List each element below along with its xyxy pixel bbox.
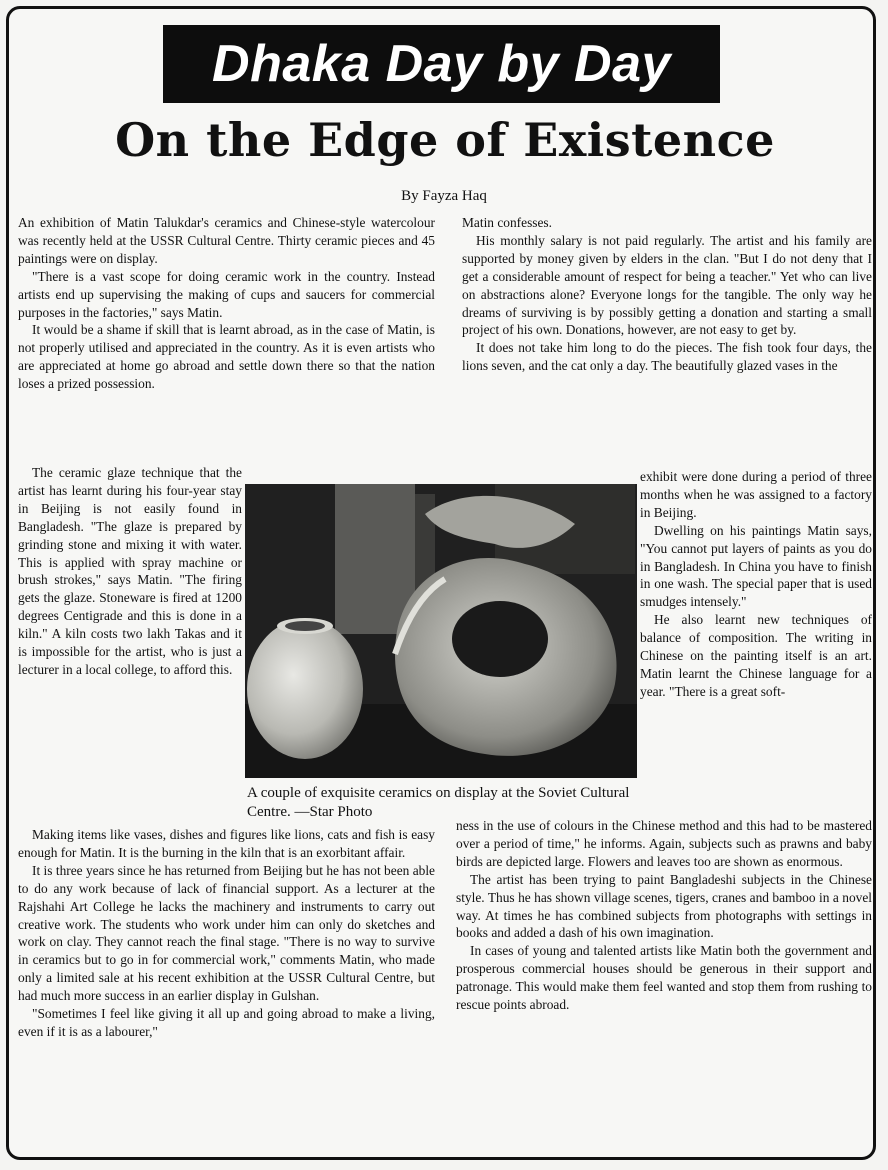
- column-left-top: [18, 214, 435, 393]
- column-right-top: [462, 214, 872, 375]
- paragraph: An exhibition of Matin Talukdar's ceramics and Chinese-style watercolour was recently held at the USSR Cultural Centre. Thirty ceramic pieces and 45 paintings were on display.: [18, 215, 435, 266]
- photo-caption: A couple of exquisite ceramics on display at the Soviet Cultural Centre. —Star Photo: [247, 785, 630, 820]
- paragraph: In cases of young and talented artists like Matin both the government and prosperous commercial houses should be generous in their support and patronage. This would make them feel wanted and stop them from rushing to rescue points abroad.: [456, 943, 872, 1013]
- ceramics-image: [245, 484, 637, 778]
- paragraph: Matin confesses.: [462, 215, 552, 230]
- column-left-wrap: [18, 464, 242, 679]
- column-left-bottom: [18, 826, 435, 1041]
- paragraph: "There is a vast scope for doing ceramic work in the country. Instead artists end up supervising the making of cups and saucers for commercial purposes in the factories," says Matin.: [18, 268, 435, 320]
- paragraph: The ceramic glaze technique that the artist has learnt during his four-year stay in Beijing is not easily found in Bangladesh. "The glaze is prepared by grinding stone and mixing it with water. This is applied with spray machine or brush strokes," says Matin. "The firing gets the glaze. Stoneware is fired at 1200 degrees Centigrade and this is done in a kiln." A kiln costs two lakh Takas and it is impossible for the artist, who is just a lecturer in a local college, to afford this.: [18, 465, 242, 677]
- paragraph: The artist has been trying to paint Bangladeshi subjects in the Chinese style. Thus he has shown village scenes, tigers, cranes and bamboo in a novel way. At times he has combined subjects from photographs with settings in books and added a dash of his own imagination.: [456, 871, 872, 941]
- paragraph: exhibit were done during a period of three months when he was assigned to a factory in Beijing.: [640, 469, 872, 520]
- paragraph: It is three years since he has returned from Beijing but he has not been able to do any work because of lack of financial support. As a lecturer at the Rajshahi Art College he lacks the machinery and instruments to carry out creative work. The students who work under him can only do sketches and work on clay. They cannot reach the final stage. "There is no way to survive in ceramics but to go in for commercial work," comments Matin, who made only a limited sale at his recent exhibition at the USSR Cultural Centre, but had much more success in an earlier display in Gulshan.: [18, 862, 435, 1004]
- section-banner: Dhaka Day by Day: [163, 25, 720, 103]
- column-right-wrap: [640, 468, 872, 701]
- paragraph: "Sometimes I feel like giving it all up and going abroad to make a living, even if it is as a labourer,": [18, 1006, 435, 1039]
- column-right-bottom: [456, 817, 872, 1014]
- ceramics-photo: [245, 484, 637, 778]
- paragraph: Making items like vases, dishes and figures like lions, cats and fish is easy enough for Matin. It is the burning in the kiln that is an exorbitant affair.: [18, 827, 435, 860]
- paragraph: Dwelling on his paintings Matin says, "You cannot put layers of paints as you do in Bangladesh. In China you have to finish in one wash. The special paper that is used smudges intensely.": [640, 522, 872, 610]
- paragraph: ness in the use of colours in the Chinese method and this had to be mastered over a period of time," he informs. Again, subjects such as prawns and baby birds are depicted large. Flowers and leaves too are shown as enormous.: [456, 818, 872, 869]
- byline: By Fayza Haq: [401, 188, 487, 204]
- paragraph: It does not take him long to do the pieces. The fish took four days, the lions seven, and the cat only a day. The beautifully glazed vases in the: [462, 340, 872, 374]
- paragraph: He also learnt new techniques of balance of composition. The writing in Chinese on the painting itself is an art. Matin learnt the Chinese language for a year. "There is a great soft-: [640, 612, 872, 699]
- headline: On the Edge of Existence: [115, 113, 775, 167]
- paragraph: His monthly salary is not paid regularly. The artist and his family are supported by money given by elders in the clan. "But I do not deny that I get a considerable amount of respect for being a teacher." Yet who can live on abstractions alone? Everyone longs for the tangible. The only way he dreams of surviving is by possibly getting a donation and starting a small project of his own. Donations, however, are not easy to get by.: [462, 232, 872, 338]
- paragraph: It would be a shame if skill that is learnt abroad, as in the case of Matin, is not properly utilised and appreciated in the country. As it is even artists who are appreciated at home go abroad and settle down there so that the nation loses a prized possession.: [18, 322, 435, 392]
